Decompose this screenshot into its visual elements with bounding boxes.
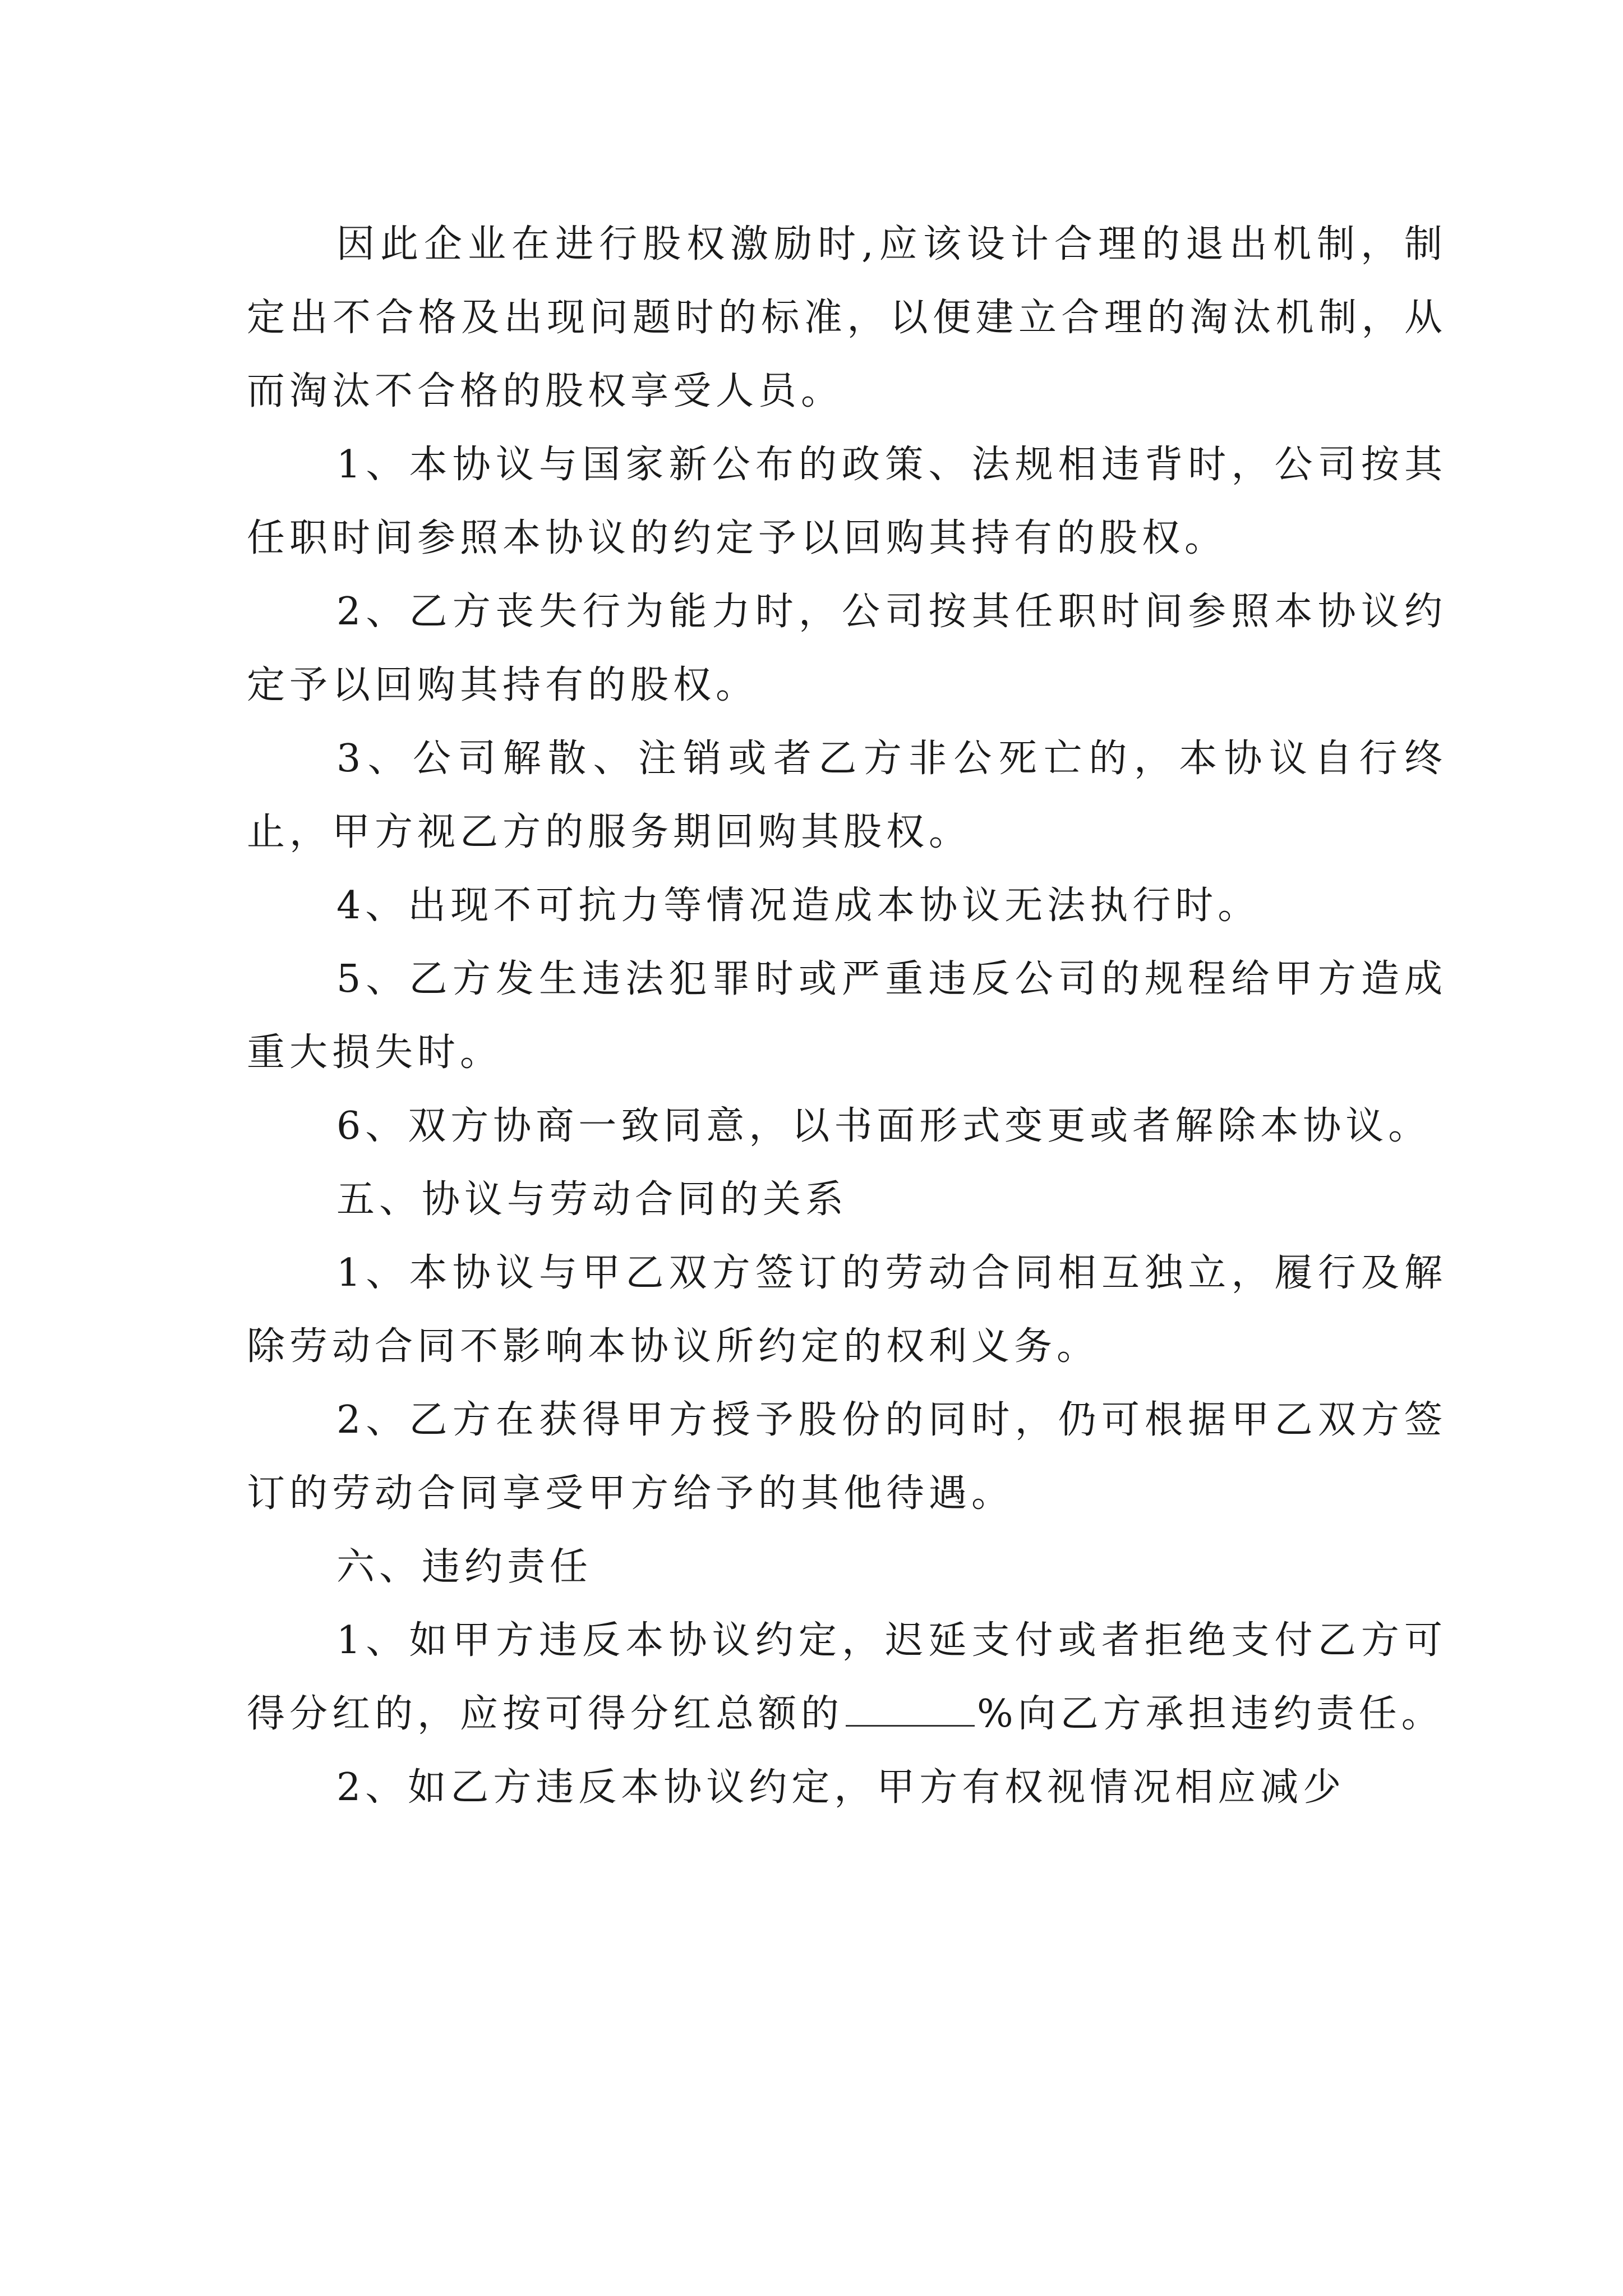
clause-5-violation: 5、乙方发生违法犯罪时或严重违反公司的规程给甲方造成重大损失时。 — [247, 957, 1447, 1075]
clause-2-incapacity: 2、乙方丧失行为能力时，公司按其任职时间参照本协议约定予以回购其持有的股权。 — [247, 590, 1447, 707]
clause-1-policy-conflict: 1、本协议与国家新公布的政策、法规相违背时，公司按其任职时间参照本协议的约定予以回购其持有的股权。 — [247, 443, 1447, 560]
section-6-item-2: 2、如乙方违反本协议约定，甲方有权视情况相应减少 — [336, 1765, 1346, 1810]
section-5-item-2: 2、乙方在获得甲方授予股份的同时，仍可根据甲乙双方签订的劳动合同享受甲方给予的其他待遇。 — [247, 1398, 1447, 1516]
section-5-item-1: 1、本协议与甲乙双方签订的劳动合同相互独立，履行及解除劳动合同不影响本协议所约定的权利义务。 — [247, 1251, 1447, 1369]
section-6-item-1 — [247, 1604, 1447, 1751]
paragraph-exit-mechanism: 因此企业在进行股权激励时,应该设计合理的退出机制，制定出不合格及出现问题时的标准，以便建立合理的淘汰机制，从而淘汰不合格的股权享受人员。 — [247, 222, 1447, 413]
section-6-heading: 六、违约责任 — [336, 1545, 593, 1589]
clause-6-mutual-agreement: 6、双方协商一致同意，以书面形式变更或者解除本协议。 — [336, 1104, 1431, 1148]
clause-3-dissolution: 3、公司解散、注销或者乙方非公死亡的，本协议自行终止，甲方视乙方的服务期回购其股权。 — [247, 737, 1447, 854]
section-6-item-1-text-after: %向乙方承担违约责任。 — [977, 1692, 1444, 1736]
section-6-item-1-text-before: 1、如甲方违反本协议约定，迟延支付或者拒绝支付乙方可得分红的，应按可得分红总额的 — [247, 1618, 1447, 1736]
document-body — [247, 208, 1447, 1824]
percentage-blank-field[interactable] — [846, 1691, 975, 1727]
section-5-heading: 五、协议与劳动合同的关系 — [336, 1177, 849, 1222]
clause-4-force-majeure: 4、出现不可抗力等情况造成本协议无法执行时。 — [336, 884, 1261, 928]
